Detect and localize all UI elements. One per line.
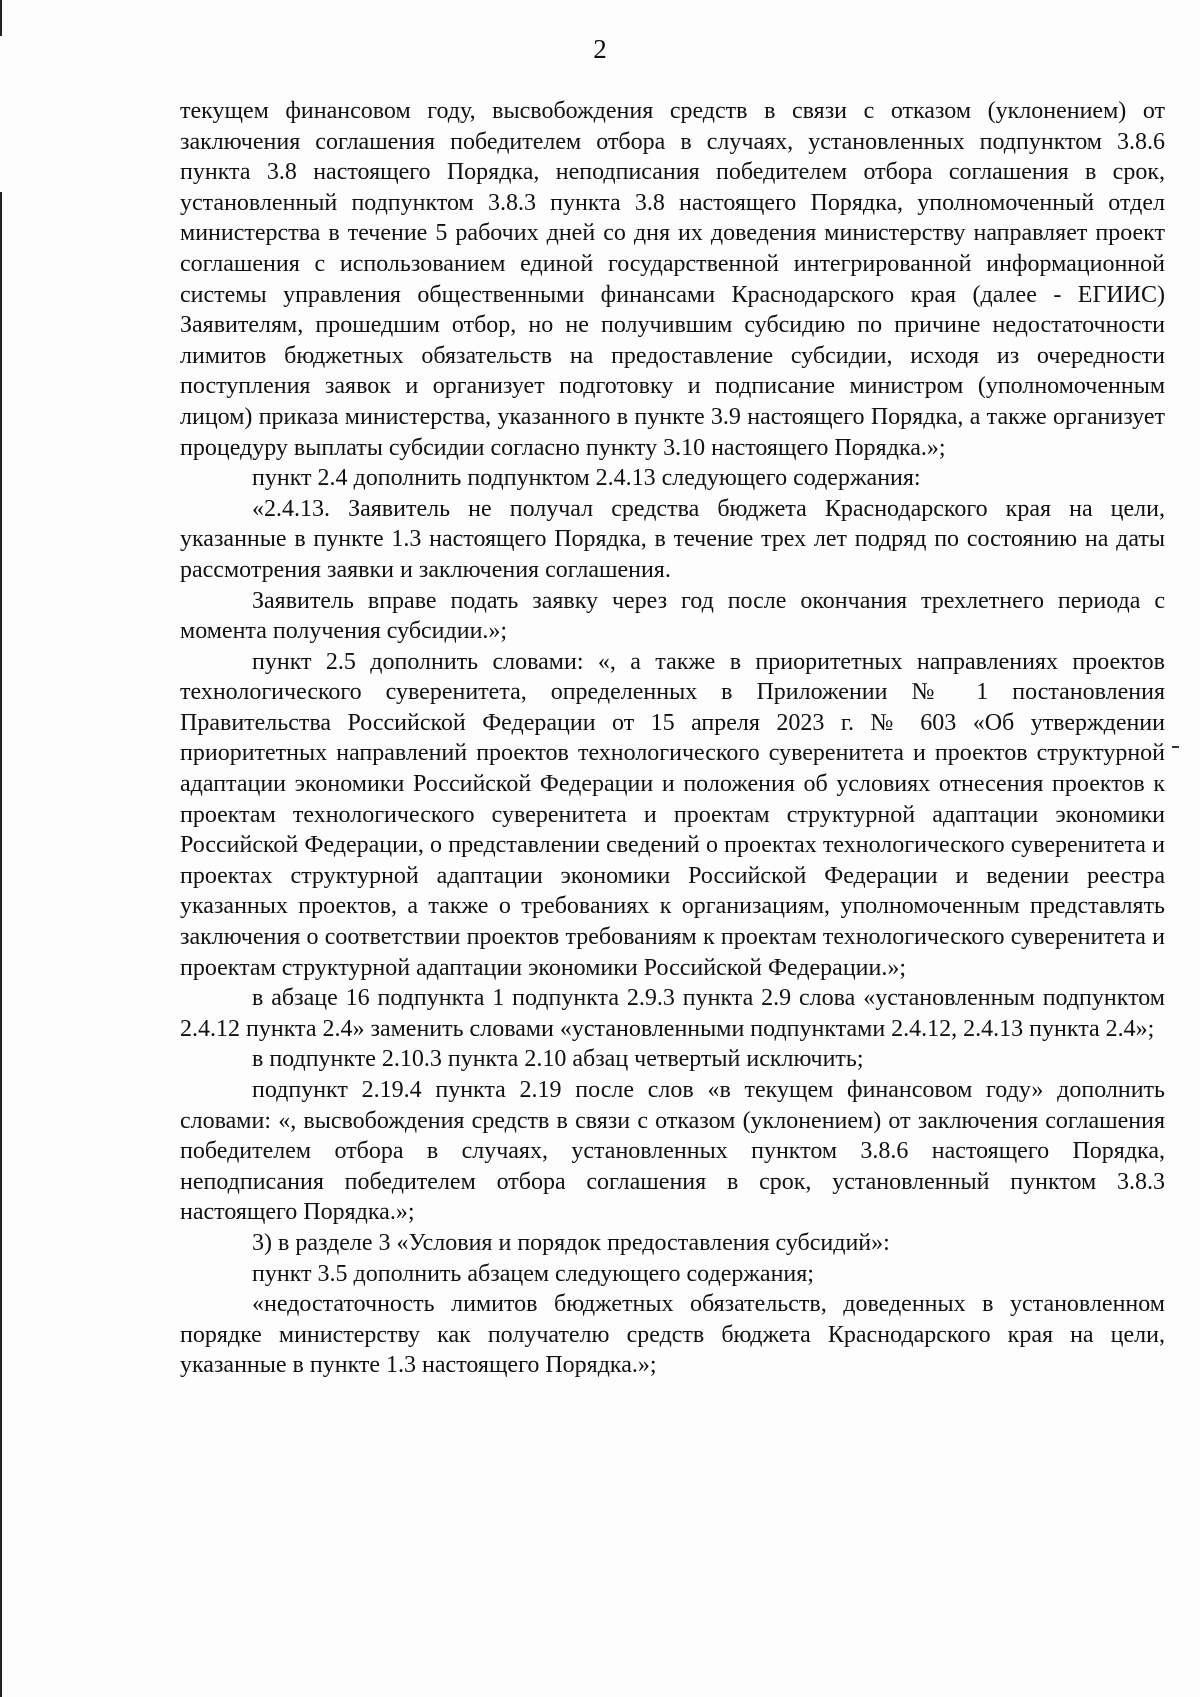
paragraph-section-3: 3) в разделе 3 «Условия и порядок предоставления субсидий»: (252, 1229, 890, 1256)
paragraph-item-2-5: пункт 2.5 дополнить словами: «, а также в приоритетных направлениях проектов технологического суверенитета, определенных в Приложении № 1 постановления Правительства Российской Федерации от 15 апреля 2023 г. № 603 «Об утверждении приоритетных направлений проектов технологического суверенитета и проектов структурной адаптации экономики Российской Федерации и положения об условиях отнесения проектов к проектам технологического суверенитета и проектам структурной адаптации экономики Российской Федерации, о представлении сведений о проектах технологического суверенитета и проектах структурной адаптации экономики Российской Федерации и ведении реестра указанных проектов, а также о требованиях к организациям, уполномоченным представлять заключения о соответствии проектов требованиям к проектам технологического суверенитета и проектам структурной адаптации экономики Российской Федерации.»; (180, 648, 1165, 981)
paragraph-insufficiency: «недостаточность лимитов бюджетных обязательств, доведенных в установленном порядке министерству как получателю средств бюджета Краснодарского края на цели, указанные в пункте 1.3 настоящего Порядка.»; (180, 1291, 1165, 1379)
document-body (180, 96, 1165, 1381)
scan-edge-line (0, 192, 2, 1697)
paragraph-item-2-19-4: подпункт 2.19.4 пункта 2.19 после слов «в текущем финансовом году» дополнить словами: «, высвобождения средств в связи с отказом (уклонением) от заключения соглашения победителем отбора в случаях, установленных пунктом 3.8.6 настоящего Порядка, неподписания победителем отбора соглашения в срок, установленный пунктом 3.8.3 настоящего Порядка.»; (180, 1077, 1165, 1226)
paragraph-item-2-10-3: в подпункте 2.10.3 пункта 2.10 абзац четвертый исключить; (252, 1046, 864, 1073)
paragraph-item-3-5: пункт 3.5 дополнить абзацем следующего содержания; (252, 1260, 814, 1287)
paragraph-applicant-right: Заявитель вправе подать заявку через год после окончания трехлетнего периода с момента получения субсидии.»; (180, 587, 1165, 645)
paragraph-continuation: текущем финансовом году, высвобождения средств в связи с отказом (уклонением) от заключения соглашения победителем отбора в случаях, установленных подпунктом 3.8.6 пункта 3.8 настоящего Порядка, неподписания победителем отбора соглашения в срок, установленный подпунктом 3.8.3 пункта 3.8 настоящего Порядка, уполномоченный отдел министерства в течение 5 рабочих дней со дня их доведения министерству направляет проект соглашения с использованием единой государственной интегрированной информационной системы управления общественными финансами Краснодарского края (далее - ЕГИИС) Заявителям, прошедшим отбор, но не получившим субсидию по причине недостаточности лимитов бюджетных обязательств на предоставление субсидии, исходя из очередности поступления заявок и организует подготовку и подписание министром (уполномоченным лицом) приказа министерства, указанного в пункте 3.9 настоящего Порядка, а также организует процедуру выплаты субсидии согласно пункту 3.10 настоящего Порядка.»; (180, 98, 1165, 461)
scan-stray-mark (1172, 746, 1179, 748)
paragraph-item-2-4: пункт 2.4 дополнить подпунктом 2.4.13 следующего содержания: (252, 465, 921, 492)
paragraph-item-2-9-3: в абзаце 16 подпункта 1 подпункта 2.9.3 пункта 2.9 слова «установленным подпунктом 2.4.12 пункта 2.4» заменить словами «установленными подпунктами 2.4.12, 2.4.13 пункта 2.4»; (180, 985, 1165, 1042)
page-number: 2 (593, 34, 607, 64)
scan-edge-line-top (0, 0, 2, 36)
paragraph-item-2-4-13: «2.4.13. Заявитель не получал средства бюджета Краснодарского края на цели, указанные в пункте 1.3 настоящего Порядка, в течение трех лет подряд по состоянию на даты рассмотрения заявки и заключения соглашения. (180, 495, 1165, 583)
